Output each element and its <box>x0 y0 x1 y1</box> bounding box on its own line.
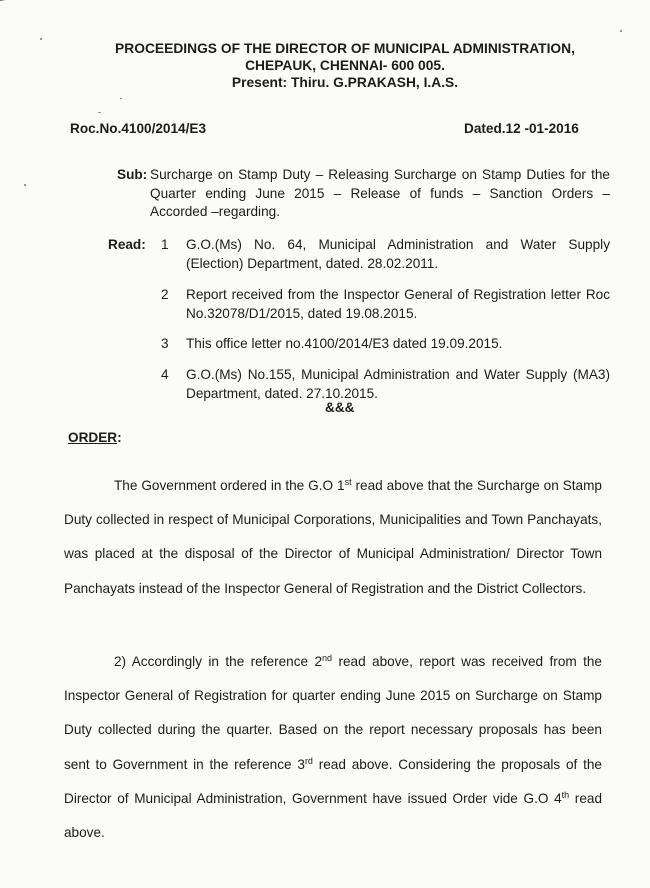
roc-number: Roc.No.4100/2014/E3 <box>70 121 207 136</box>
header-line-1: PROCEEDINGS OF THE DIRECTOR OF MUNICIPAL ADMINISTRATION, <box>115 41 575 56</box>
scan-speck <box>24 184 26 186</box>
p2-sup-2: rd <box>304 755 313 766</box>
read-item-number: 1 <box>161 237 169 252</box>
separator: &&& <box>325 400 355 415</box>
p2-sup-3: th <box>561 789 570 800</box>
read-item-text: G.O.(Ms) No. 64, Municipal Administration and Water Supply (Election) Department, dated. 28.02.2011. <box>186 237 610 271</box>
p2-sup-1: nd <box>322 653 333 663</box>
scan-speck <box>98 112 101 113</box>
p1-part-b: read above that the Surcharge on Stamp Duty collected in respect of Municipal Corporations, Municipalities and Town Panchayats, was placed at the disposal of the Director of Municipal Administration/ Director Town Panchayats instead of the Inspector General of Registration and the District Collectors. <box>64 478 602 596</box>
proceedings-header <box>100 40 590 91</box>
scan-speck <box>40 38 42 40</box>
order-paragraph-2 <box>64 645 602 850</box>
header-line-2: CHEPAUK, CHENNAI- 600 005. <box>245 58 445 73</box>
read-item-text: Report received from the Inspector General of Registration letter Roc No.32078/D1/2015, dated 19.08.2015. <box>186 287 610 321</box>
p2-part-b: read above, report was received from the Inspector General of Registration for quarter ending June 2015 on Surcharge on Stamp Duty collected during the quarter. Based on the report necessary proposals has been sent to Government in the reference 3 <box>64 654 602 772</box>
p2-part-c: read above. Considering the proposals of the Director of Municipal Administration, Government have issued Order vide G.O 4 <box>64 756 602 806</box>
read-item-number: 4 <box>161 367 169 382</box>
order-heading <box>68 430 122 445</box>
p1-part-a: The Government ordered in the G.O 1 <box>114 478 345 493</box>
order-heading-colon: : <box>117 430 122 445</box>
order-paragraph-1 <box>64 469 602 606</box>
read-label: Read: <box>108 237 146 252</box>
p2-part-a: 2) Accordingly in the reference 2 <box>114 654 323 669</box>
read-item-text: This office letter no.4100/2014/E3 dated 19.09.2015. <box>186 336 503 351</box>
scan-speck <box>120 98 122 99</box>
p2-part-d: read above. <box>64 790 603 841</box>
p1-sup: st <box>344 477 352 487</box>
scan-mark <box>0 0 42 13</box>
read-item-number: 3 <box>161 336 169 351</box>
read-item-number: 2 <box>161 287 169 302</box>
read-item-text: G.O.(Ms) No.155, Municipal Administration and Water Supply (MA3) Department, dated. 27.10.2015. <box>186 367 610 401</box>
order-heading-text: ORDER <box>68 430 118 445</box>
dated: Dated.12 -01-2016 <box>464 121 579 136</box>
subject-label: Sub: <box>117 167 148 182</box>
header-line-3: Present: Thiru. G.PRAKASH, I.A.S. <box>231 75 459 90</box>
subject-text: Surcharge on Stamp Duty – Releasing Surcharge on Stamp Duties for the Quarter ending June 2015 – Release of funds – Sanction Orders – Accorded –regarding. <box>150 167 610 219</box>
scan-speck <box>620 30 622 32</box>
